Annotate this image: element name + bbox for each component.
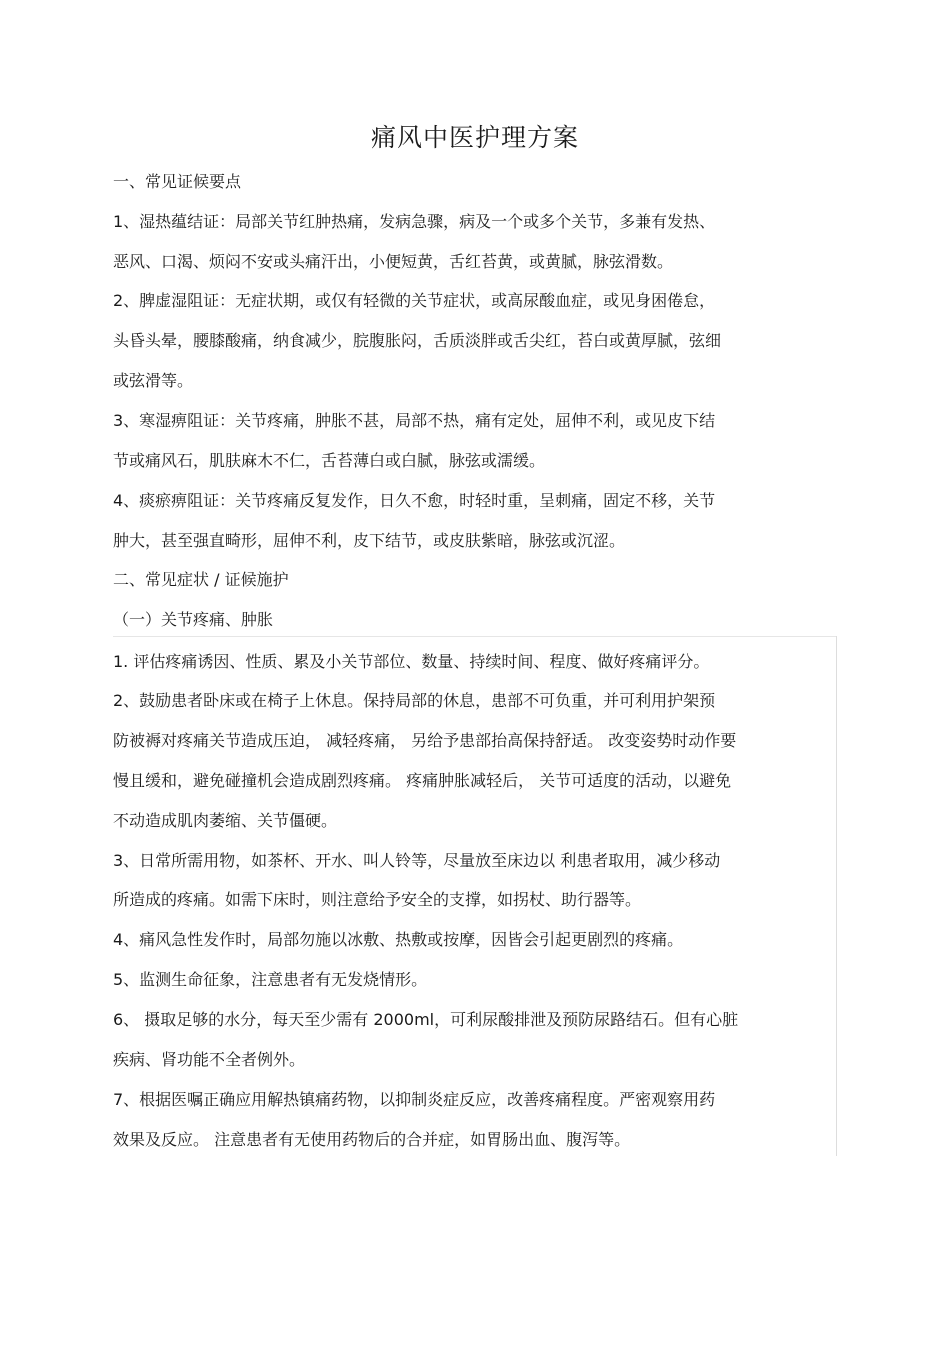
subsection-heading: （一）关节疼痛、肿胀 [113,610,274,629]
section-heading: 二、常见症状 / 证候施护 [113,570,289,589]
text-line: 或弦滑等。 [113,371,194,390]
text-line: 6、 摄取足够的水分，每天至少需有 2000ml，可利尿酸排泄及预防尿路结石。但有心脏 [113,1010,739,1029]
section-heading: 一、常见证候要点 [113,172,242,191]
text-line: 3、日常所需用物，如茶杯、开水、叫人铃等，尽量放至床边以 利患者取用，减少移动 [113,851,721,870]
text-line: 疾病、肾功能不全者例外。 [113,1050,306,1069]
text-line: 肿大，甚至强直畸形，屈伸不利，皮下结节，或皮肤紫暗，脉弦或沉涩。 [113,531,626,550]
text-line: 节或痛风石，肌肤麻木不仁，舌苔薄白或白腻，脉弦或濡缓。 [113,451,546,470]
document-title: 痛风中医护理方案 [370,123,579,152]
text-line: 防被褥对疼痛关节造成压迫， 减轻疼痛， 另给予患部抬高保持舒适。 改变姿势时动作要 [113,731,737,750]
text-line: 3、寒湿痹阻证：关节疼痛，肿胀不甚，局部不热，痛有定处，屈伸不利，或见皮下结 [113,411,716,430]
text-line: 4、痛风急性发作时，局部勿施以冰敷、热敷或按摩，因皆会引起更剧烈的疼痛。 [113,930,684,949]
text-line: 1. 评估疼痛诱因、性质、累及小关节部位、数量、持续时间、程度、做好疼痛评分。 [113,652,710,671]
text-line: 不动造成肌肉萎缩、关节僵硬。 [113,811,338,830]
text-line: 7、根据医嘱正确应用解热镇痛药物，以抑制炎症反应，改善疼痛程度。严密观察用药 [113,1090,716,1109]
section-divider [113,636,837,637]
text-line: 头昏头晕，腰膝酸痛，纳食减少，脘腹胀闷，舌质淡胖或舌尖红，苔白或黄厚腻，弦细 [113,331,722,350]
text-line: 5、监测生命征象，注意患者有无发烧情形。 [113,970,428,989]
text-line: 效果及反应。 注意患者有无使用药物后的合并症，如胃肠出血、腹泻等。 [113,1130,631,1149]
text-line: 恶风、口渴、烦闷不安或头痛汗出，小便短黄，舌红苔黄，或黄腻，脉弦滑数。 [113,252,674,271]
text-line: 所造成的疼痛。如需下床时，则注意给予安全的支撑，如拐杖、助行器等。 [113,890,642,909]
text-line: 2、脾虚湿阻证：无症状期，或仅有轻微的关节症状，或高尿酸血症，或见身困倦怠， [113,291,716,310]
text-line: 2、鼓励患者卧床或在椅子上休息。保持局部的休息，患部不可负重，并可利用护架预 [113,691,716,710]
section-border [836,636,837,1156]
text-line: 4、痰瘀痹阻证：关节疼痛反复发作，日久不愈，时轻时重，呈刺痛，固定不移，关节 [113,491,716,510]
text-line: 慢且缓和，避免碰撞机会造成剧烈疼痛。 疼痛肿胀减轻后， 关节可适度的活动，以避免 [113,771,732,790]
text-line: 1、湿热蕴结证：局部关节红肿热痛，发病急骤，病及一个或多个关节，多兼有发热、 [113,212,716,231]
